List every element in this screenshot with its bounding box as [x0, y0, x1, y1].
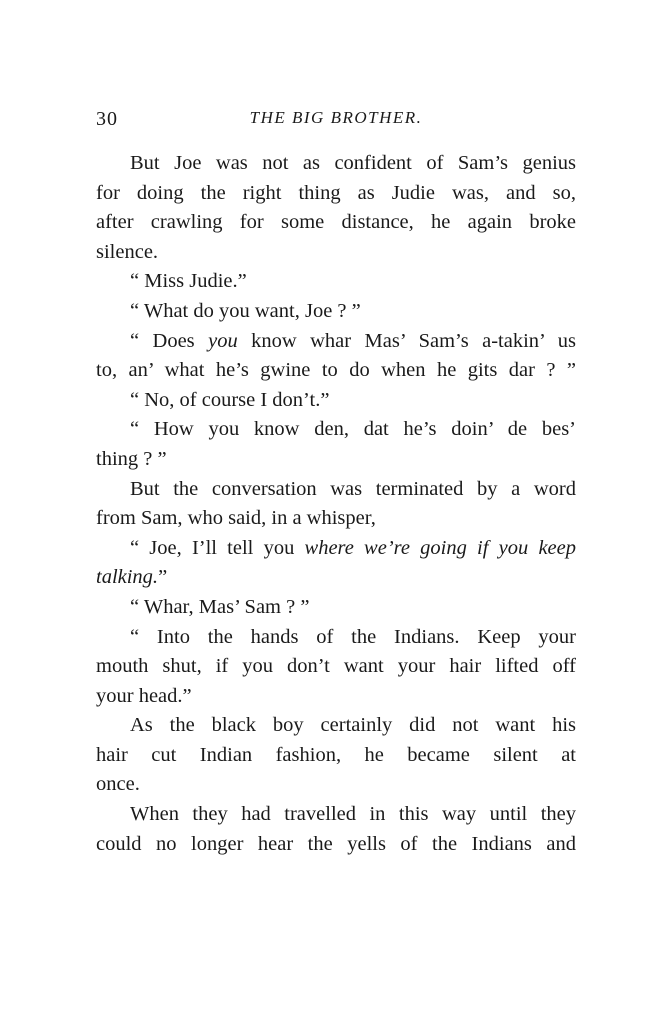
text-line: hair cut Indian fashion, he became silent at [96, 743, 576, 766]
text-line: “ Into the hands of the Indians. Keep your [130, 625, 576, 648]
text-line: mouth shut, if you don’t want your hair lifted off [96, 655, 576, 678]
text-line: When they had travelled in this way until they [130, 803, 576, 826]
body-text [96, 149, 576, 859]
text-line: your head.” [96, 684, 192, 707]
text-line: “ Whar, Mas’ Sam ? ” [130, 595, 310, 618]
text-line: for doing the right thing as Judie was, and so, [96, 181, 576, 204]
running-title: THE BIG BROTHER. [249, 108, 423, 127]
text-line: “ How you know den, dat he’s doin’ de bes’ [130, 418, 576, 441]
text-line: As the black boy certainly did not want his [130, 714, 576, 737]
text-line: “ What do you want, Joe ? ” [130, 299, 361, 322]
text-line: from Sam, who said, in a whisper, [96, 507, 376, 530]
text-line: talking.” [96, 566, 168, 589]
text-line: “ Joe, I’ll tell you where we’re going if you keep [130, 536, 576, 559]
text-line: But Joe was not as confident of Sam’s genius [130, 152, 576, 174]
text-line: after crawling for some distance, he again broke [96, 211, 576, 234]
page-header [96, 108, 576, 138]
text-line: thing ? ” [96, 447, 167, 470]
text-line: But the conversation was terminated by a word [130, 477, 576, 500]
text-line: could no longer hear the yells of the Indians and [96, 832, 576, 855]
text-line: “ Miss Judie.” [130, 270, 247, 293]
text-line: to, an’ what he’s gwine to do when he gits dar ? ” [96, 359, 576, 382]
page-number: 30 [96, 108, 118, 130]
text-line: once. [96, 773, 140, 796]
text-line: “ Does you know whar Mas’ Sam’s a-takin’ us [130, 329, 576, 352]
text-line: “ No, of course I don’t.” [130, 388, 330, 411]
text-line: silence. [96, 240, 159, 263]
